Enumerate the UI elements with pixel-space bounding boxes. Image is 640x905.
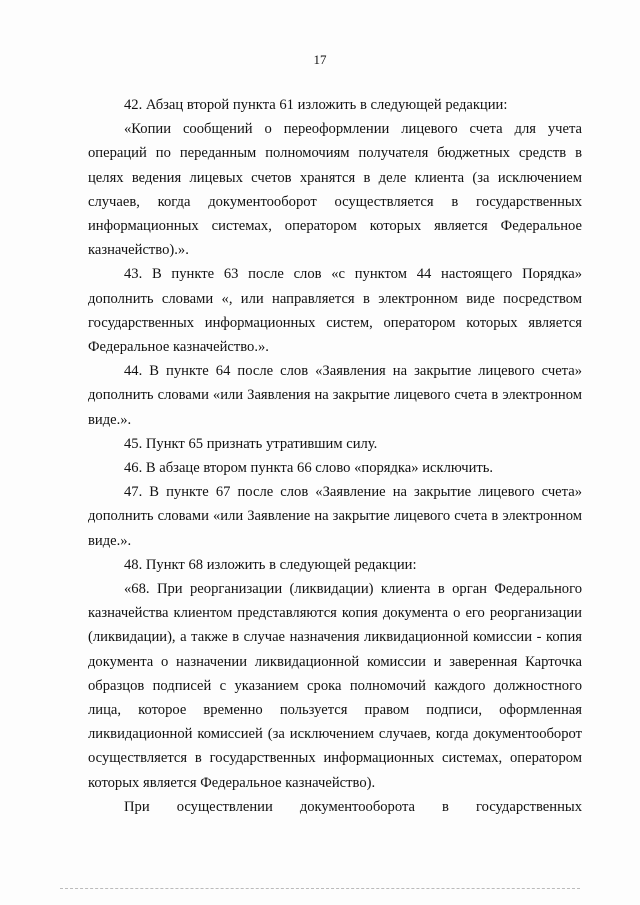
- paragraph-45: 45. Пункт 65 признать утратившим силу.: [124, 435, 378, 452]
- paragraph-42-quote: «Копии сообщений о переоформлении лицевого счета для учета операций по переданным полномочиям получателя бюджетных средств в целях ведения лицевых счетов хранятся в деле клиента (за исключением случаев, когда документооборот осуществляется в государственных информационных системах, оператором которых является Федеральное казначейство).».: [88, 121, 582, 259]
- document-body: [88, 93, 582, 819]
- paragraph-44: 44. В пункте 64 после слов «Заявления на закрытие лицевого счета» дополнить словами «или Заявления на закрытие лицевого счета в электронном виде.».: [88, 363, 582, 428]
- paragraph-continuation: При осуществлении документооборота в государственных: [124, 798, 582, 815]
- scan-footer-line: [60, 888, 580, 889]
- paragraph-48: 48. Пункт 68 изложить в следующей редакции:: [124, 556, 417, 573]
- paragraph-46: 46. В абзаце втором пункта 66 слово «порядка» исключить.: [124, 460, 494, 477]
- paragraph-42: 42. Абзац второй пункта 61 изложить в следующей редакции:: [124, 97, 508, 113]
- paragraph-48-quote: «68. При реорганизации (ликвидации) клиента в орган Федерального казначейства клиентом представляются копия документа о его реорганизации (ликвидации), а также в случае назначения ликвидационной комиссии - копия документа о назначении ликвидационной комиссии и заверенная Карточка образцов подписей с указанием срока полномочий каждого должностного лица, которое временно пользуется правом подписи, оформленная ликвидационной комиссией (за исключением случаев, когда документооборот осуществляется в государственных информационных системах, оператором которых является Федеральное казначейство).: [88, 581, 582, 791]
- paragraph-43: 43. В пункте 63 после слов «с пунктом 44 настоящего Порядка» дополнить словами «, или направляется в электронном виде посредством государственных информационных систем, оператором которых является Федеральное казначейство.».: [88, 266, 582, 356]
- page-number: 17: [313, 52, 327, 67]
- paragraph-47: 47. В пункте 67 после слов «Заявление на закрытие лицевого счета» дополнить словами «или Заявление на закрытие лицевого счета в электронном виде.».: [88, 484, 582, 549]
